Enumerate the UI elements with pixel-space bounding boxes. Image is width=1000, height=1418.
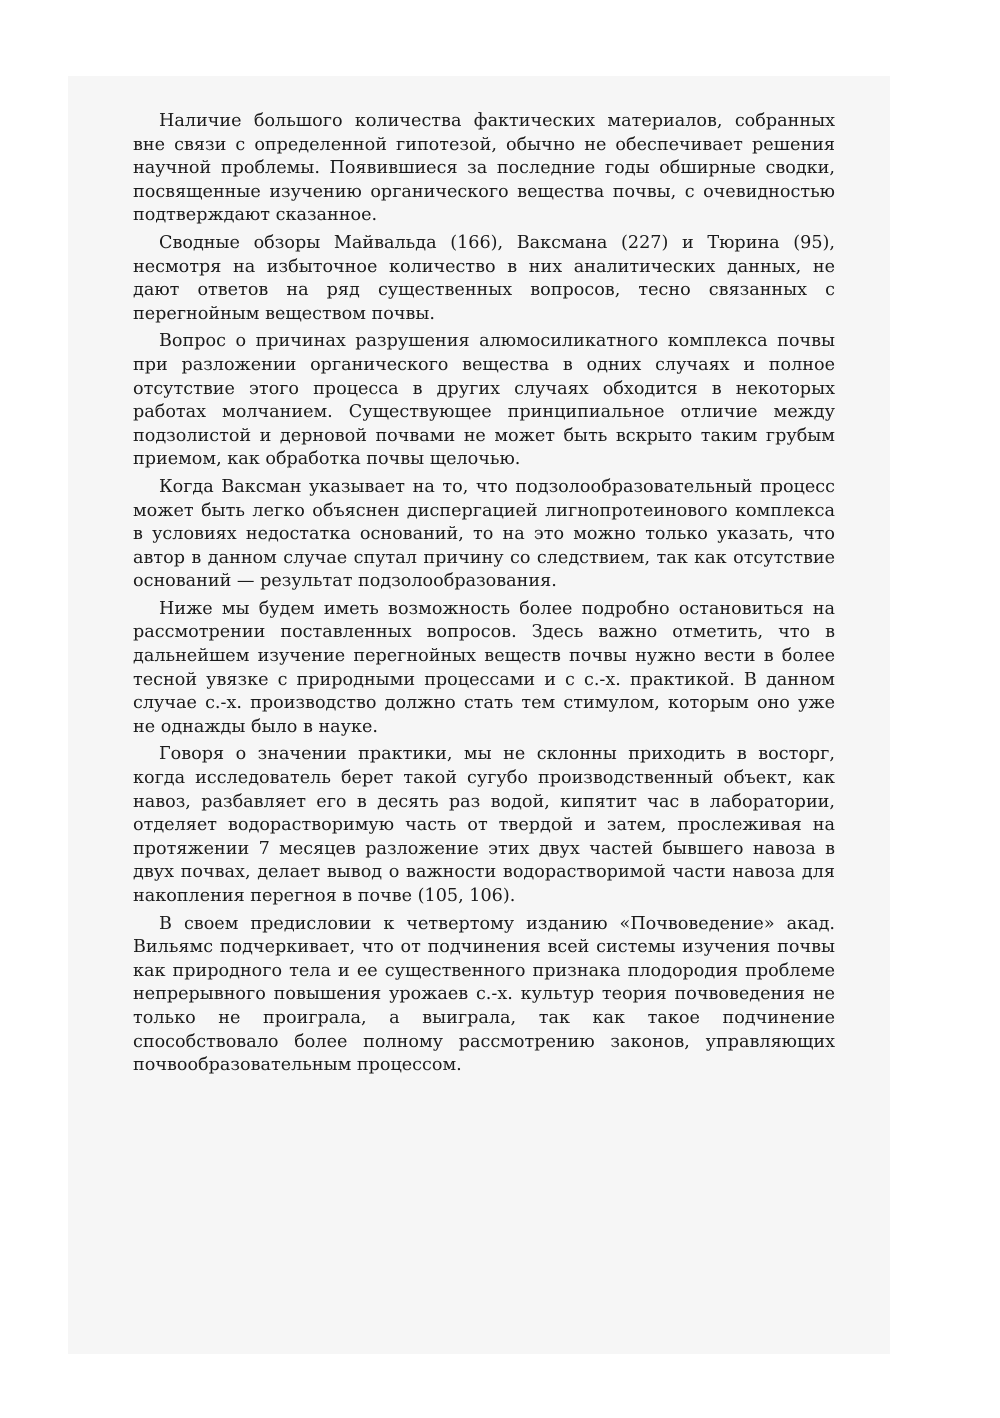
paragraph-2: Сводные обзоры Майвальда (166), Ваксмана (227) и Тюрина (95), несмотря на избыточное количество в них аналитических данных, не дают ответов на ряд существенных вопросов, тесно связанных с перегнойным веществом почвы.: [133, 232, 835, 324]
paragraph-1: Наличие большого количества фактических материалов, собранных вне связи с определенной гипотезой, обычно не обеспечивает решения научной проблемы. Появившиеся за последние годы обширные сводки, посвященные изучению органического вещества почвы, с очевидностью подтверждают сказанное.: [133, 111, 835, 226]
paragraph-5: Ниже мы будем иметь возможность более подробно остановиться на рассмотрении поставленных вопросов. Здесь важно отметить, что в дальнейшем изучение перегнойных веществ почвы нужно вести в более тесной увязке с природными процессами и с с.-х. практикой. В данном случае с.-х. производство должно стать тем стимулом, которым оно уже не однажды было в науке.: [133, 598, 835, 737]
paragraph-4: Когда Ваксман указывает на то, что подзолообразовательный процесс может быть легко объяснен диспергацией лигнопротеинового комплекса в условиях недостатка оснований, то на это можно только указать, что автор в данном случае спутал причину со следствием, так как отсутствие оснований — результат подзолообразования.: [133, 476, 835, 592]
body-text: [133, 110, 835, 1082]
paragraph-7: В своем предисловии к четвертому изданию «Почвоведение» акад. Вильямс подчеркивает, что от подчинения всей системы изучения почвы как природного тела и ее существенного признака плодородия проблеме непрерывного повышения урожаев с.-х. культур теория почвоведения не только не проиграла, а выиграла, так как такое подчинение способствовало более полному рассмотрению законов, управляющих почвообразовательным процессом.: [133, 913, 835, 1076]
paragraph-6: Говоря о значении практики, мы не склонны приходить в восторг, когда исследователь берет такой сугубо производственный объект, как навоз, разбавляет его в десять раз водой, кипятит час в лаборатории, отделяет водорастворимую часть от твердой и затем, прослеживая на протяжении 7 месяцев разложение этих двух частей бывшего навоза в двух почвах, делает вывод о важности водорастворимой части навоза для накопления перегноя в почве (105, 106).: [133, 744, 835, 906]
paragraph-3: Вопрос о причинах разрушения алюмосиликатного комплекса почвы при разложении органического вещества в одних случаях и полное отсутствие этого процесса в других случаях обходится в некоторых работах молчанием. Существующее принципиальное отличие между подзолистой и дерновой почвами не может быть вскрыто таким грубым приемом, как обработка почвы щелочью.: [133, 331, 835, 470]
